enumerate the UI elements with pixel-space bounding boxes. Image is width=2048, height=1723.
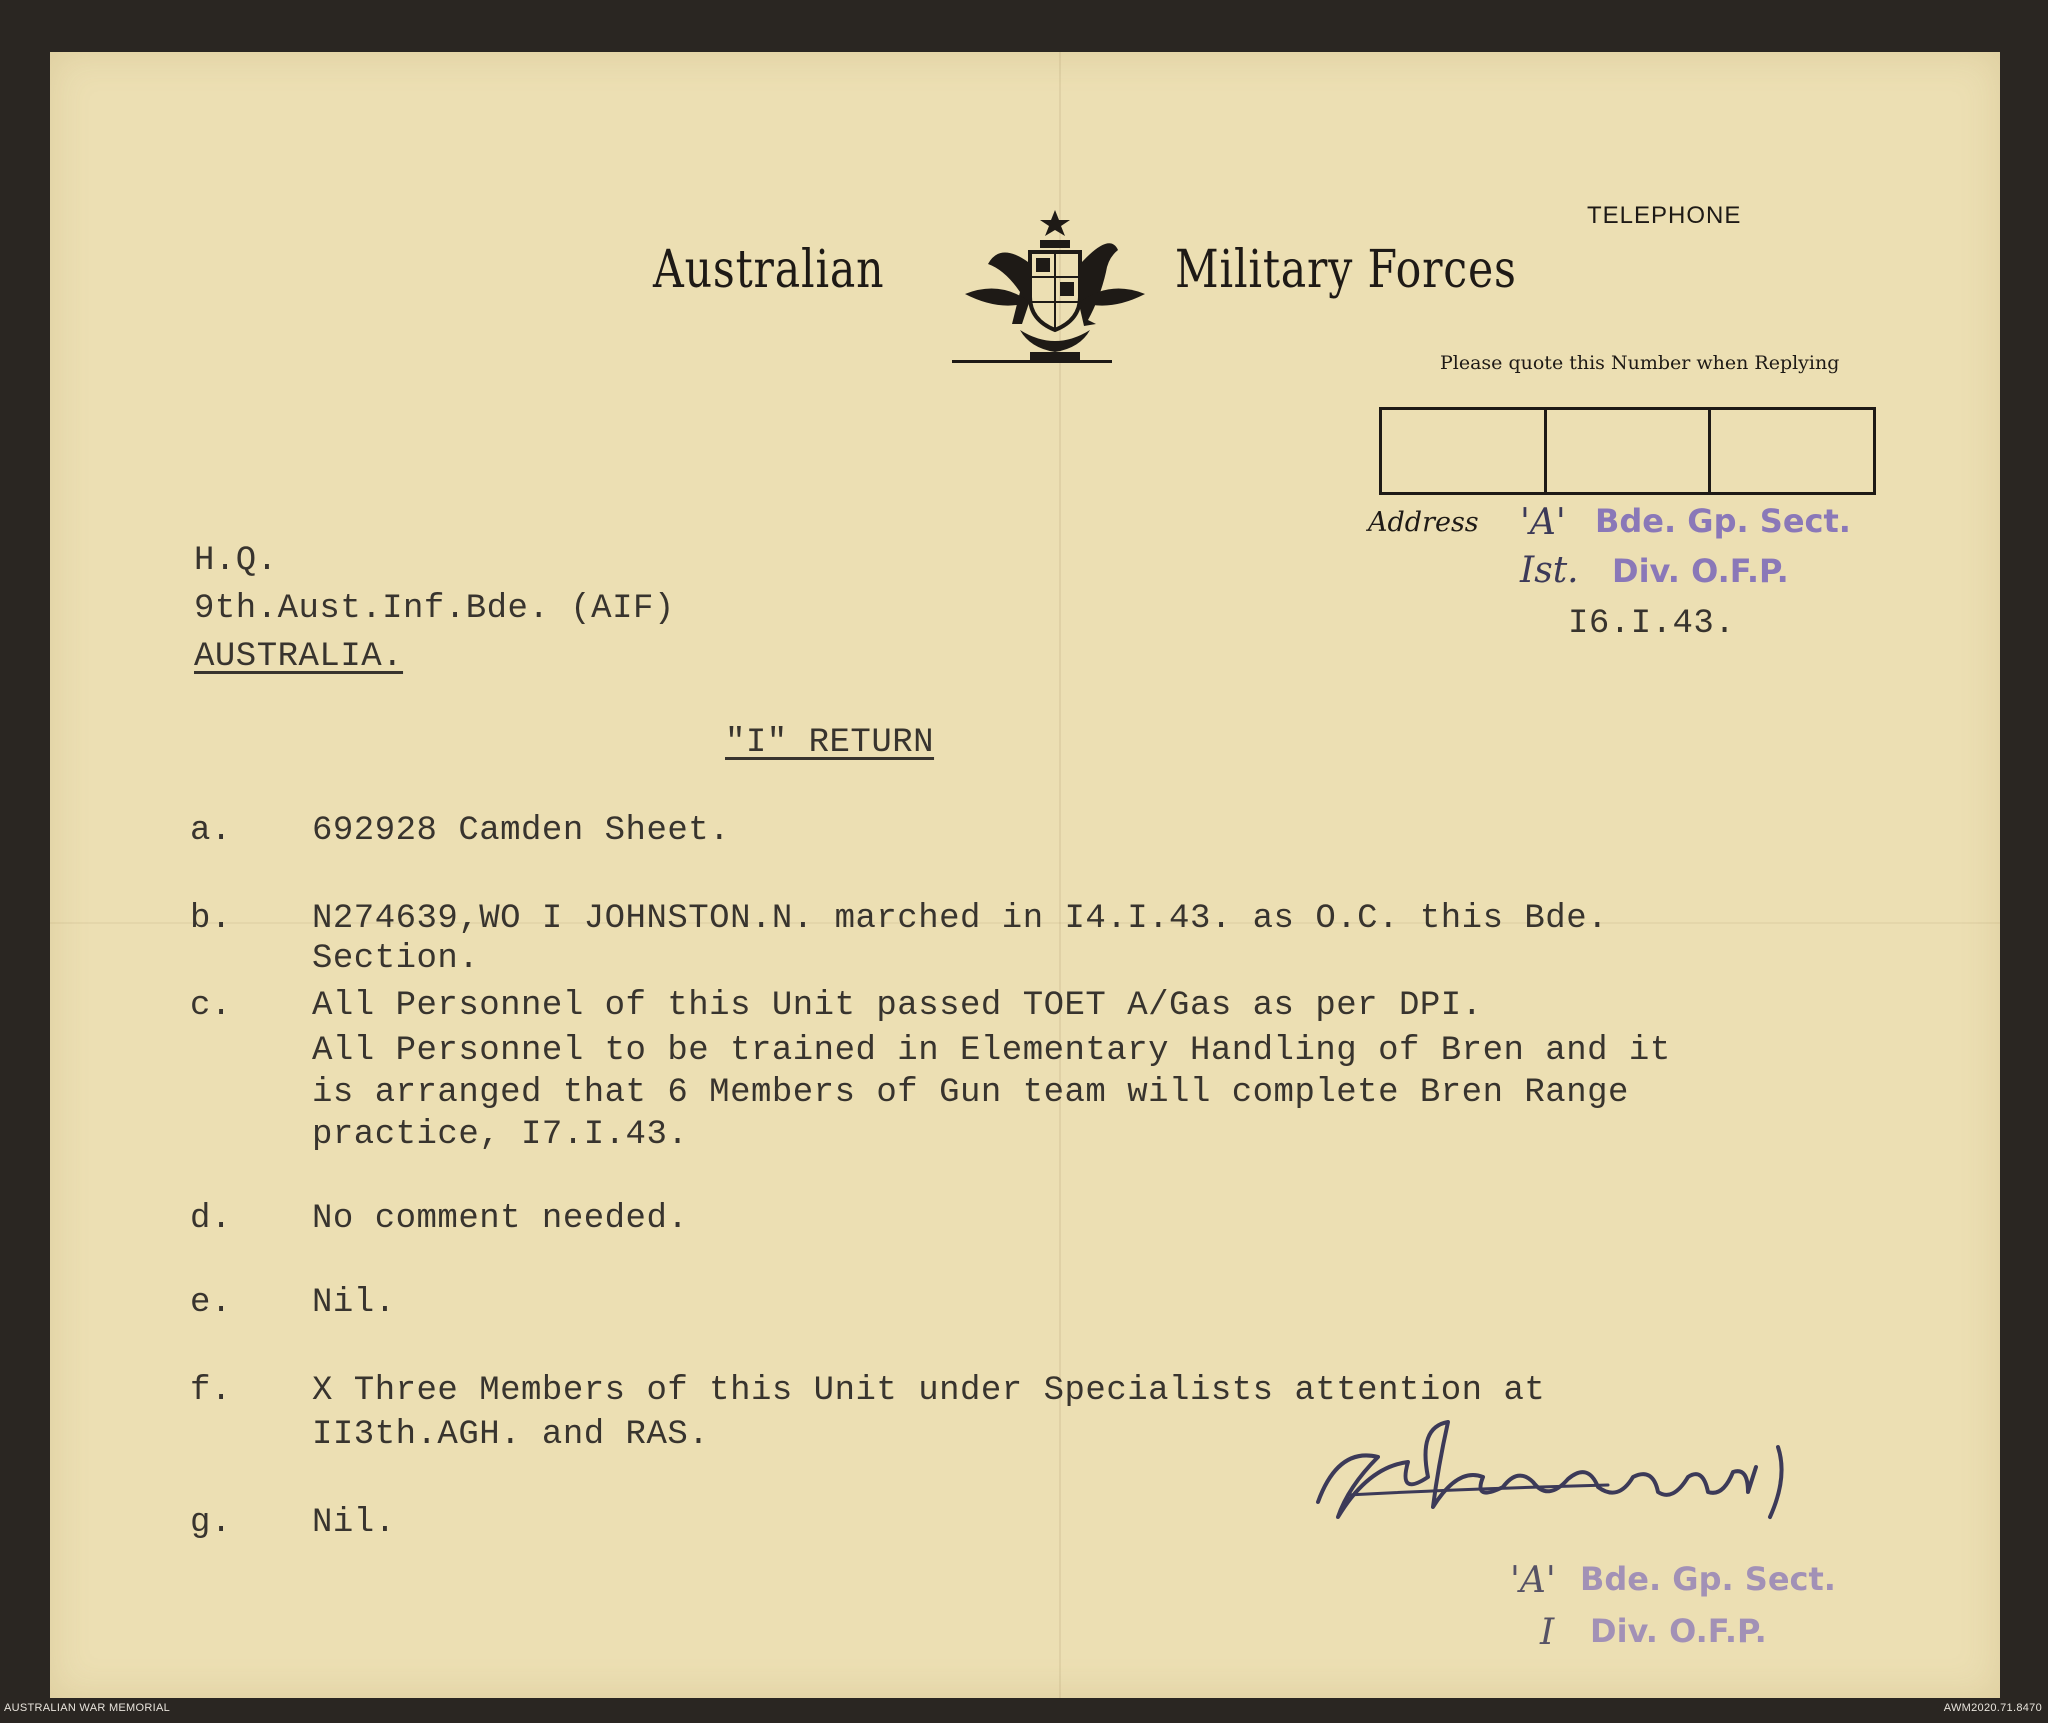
item-line: is arranged that 6 Members of Gun team will complete Bren Range xyxy=(312,1074,1629,1112)
item-line: Section. xyxy=(312,940,480,978)
item-letter: g. xyxy=(190,1504,232,1542)
recipient-line-3: AUSTRALIA. xyxy=(194,638,404,676)
coat-of-arms-icon xyxy=(960,202,1150,372)
bottom-stamp-line-2: Div. O.F.P. xyxy=(1590,1612,1767,1650)
footer-accession-number: AWM2020.71.8470 xyxy=(1943,1702,2042,1714)
recipient-line-2: 9th.Aust.Inf.Bde. (AIF) xyxy=(194,590,675,628)
item-line: No comment needed. xyxy=(312,1200,689,1238)
signature-icon xyxy=(1308,1407,1848,1537)
reference-cell xyxy=(1382,410,1547,492)
item-letter: e. xyxy=(190,1284,232,1322)
item-line: X Three Members of this Unit under Specialists attention at xyxy=(312,1372,1546,1410)
item-letter: d. xyxy=(190,1200,232,1238)
item-line: N274639,WO I JOHNSTON.N. marched in I4.I.43. as O.C. this Bde. xyxy=(312,900,1609,938)
address-label: Address xyxy=(1368,507,1479,538)
bottom-stamp-line-1: Bde. Gp. Sect. xyxy=(1580,1560,1836,1598)
item-line: All Personnel to be trained in Elementary Handling of Bren and it xyxy=(312,1032,1671,1070)
reference-number-box xyxy=(1379,407,1876,495)
item-line: All Personnel of this Unit passed TOET A/Gas as per DPI. xyxy=(312,987,1483,1025)
letterhead-rule xyxy=(952,360,1112,363)
telephone-label: TELEPHONE xyxy=(1587,202,1742,229)
item-letter: b. xyxy=(190,900,232,938)
item-line: practice, I7.I.43. xyxy=(312,1116,689,1154)
quote-number-note: Please quote this Number when Replying xyxy=(1440,352,1840,374)
reference-cell xyxy=(1711,410,1873,492)
document-date: I6.I.43. xyxy=(1568,605,1736,643)
item-letter: f. xyxy=(190,1372,232,1410)
reference-cell xyxy=(1547,410,1712,492)
bottom-stamp-hand-prefix-2: I xyxy=(1540,1612,1555,1653)
address-stamp-hand-prefix-2: Ist. xyxy=(1520,550,1579,591)
address-stamp-line-2: Div. O.F.P. xyxy=(1612,552,1789,590)
letter-sheet xyxy=(50,52,2000,1698)
recipient-line-1: H.Q. xyxy=(194,542,278,580)
bottom-stamp-hand-prefix-1: 'A' xyxy=(1510,1560,1556,1601)
item-line: 692928 Camden Sheet. xyxy=(312,812,731,850)
item-line: Nil. xyxy=(312,1284,396,1322)
letterhead-right-word: Military Forces xyxy=(1175,240,1517,300)
address-stamp-line-1: Bde. Gp. Sect. xyxy=(1595,502,1851,540)
address-stamp-hand-prefix-1: 'A' xyxy=(1520,502,1566,543)
letterhead-left-word: Australian xyxy=(653,240,885,300)
footer-source-label: AUSTRALIAN WAR MEMORIAL xyxy=(4,1702,171,1714)
item-letter: c. xyxy=(190,987,232,1025)
item-letter: a. xyxy=(190,812,232,850)
item-line: Nil. xyxy=(312,1504,396,1542)
item-line: II3th.AGH. and RAS. xyxy=(312,1416,710,1454)
document-title: "I" RETURN xyxy=(725,724,935,762)
